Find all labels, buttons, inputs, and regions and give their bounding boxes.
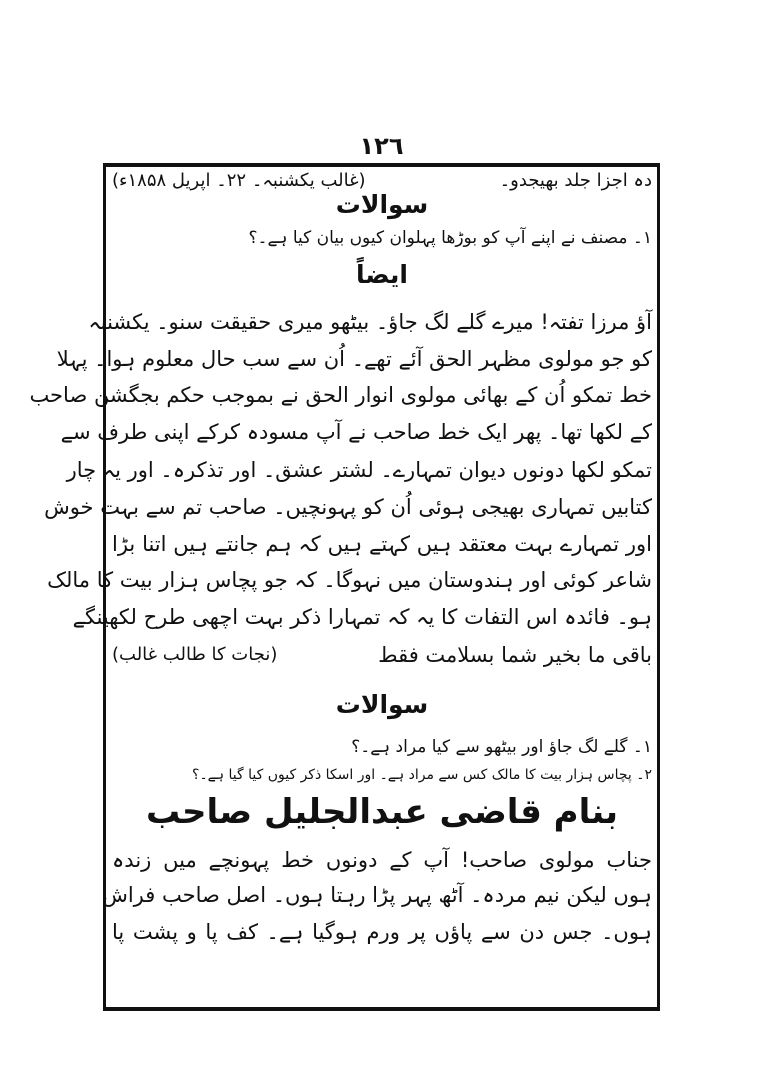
question-1: ۱۔ گلے لگ جاؤ اور بیٹھو سے کیا مراد ہے۔؟ [351, 737, 652, 757]
question-1: ۱۔ مصنف نے اپنے آپ کو بوڑھا پہلوان کیوں بیان کیا ہے۔؟ [248, 228, 652, 248]
letter-closing-line [112, 640, 652, 670]
letter-line: شاعر کوئی اور ہندوستان میں نہوگا۔ کہ جو پچاس ہزار بیت کا مالک [47, 568, 652, 592]
question-2: ۲۔ پچاس ہزار بیت کا مالک کس سے مراد ہے۔ اور اسکا ذکر کیوں کیا گیا ہے۔؟ [192, 767, 652, 783]
letter-line: تمکو لکھا دونوں دیوان تمہارے۔ لشتر عشق۔ اور تذکرہ۔ اور یہ چار [66, 458, 652, 482]
letter-signature: (نجات کا طالب غالب) [112, 644, 278, 665]
letter-heading: ایضاً [356, 260, 408, 289]
letter-line: ہو۔ فائدہ اس التفات کا یہ کہ تمہارا ذکر بہت اچھی طرح لکھینگے [72, 605, 652, 629]
letter-line: ہوں لیکن نیم مردہ۔ آٹھ پہر پڑا رہتا ہوں۔ اصل صاحب فراش [102, 883, 652, 907]
letter-closing: باقی ما بخیر شما بسلامت فقط [378, 643, 652, 667]
letter-line: کو جو مولوی مظہر الحق آئے تھے۔ اُن سے سب حال معلوم ہوا۔ پہلا [56, 347, 652, 371]
letter-line: کے لکھا تھا۔ پھر ایک خط صاحب نے آپ مسودہ کرکے اپنی طرف سے [60, 420, 652, 444]
questions-heading: سوالات [335, 190, 429, 219]
page-number: ١٢٦ [359, 132, 404, 160]
letter-line: آؤ مرزا تفتہ! میرے گلے لگ جاؤ۔ بیٹھو میری حقیقت سنو۔ یکشنبہ [88, 310, 652, 334]
letter-heading: بنام قاضی عبدالجلیل صاحب [145, 792, 618, 832]
header-note: دہ اجزا جلد بھیجدو۔ [499, 170, 652, 191]
questions-heading: سوالات [335, 690, 429, 719]
letter-line: کتابیں تمہاری بھیجی ہوئی اُن کو پہونچیں۔ صاحب تم سے بہت خوش [44, 495, 652, 519]
letter-line: خط تمکو اُن کے بھائی مولوی انوار الحق نے بموجب حکم بجگشن صاحب [29, 383, 652, 407]
letter-line: جناب مولوی صاحب! آپ کے دونوں خط پہونچے میں زندہ [112, 848, 652, 872]
header-date: (غالب یکشنبہ۔ ۲۲۔ اپریل ۱۸۵۸ء) [112, 170, 366, 191]
letter-line: ہوں۔ جس دن سے پاؤں پر ورم ہوگیا ہے۔ کف پا و پشت پا [112, 920, 652, 944]
letter-line: اور تمہارے بہت معتقد ہیں کہتے ہیں کہ ہم جانتے ہیں اتنا بڑا [112, 532, 652, 556]
